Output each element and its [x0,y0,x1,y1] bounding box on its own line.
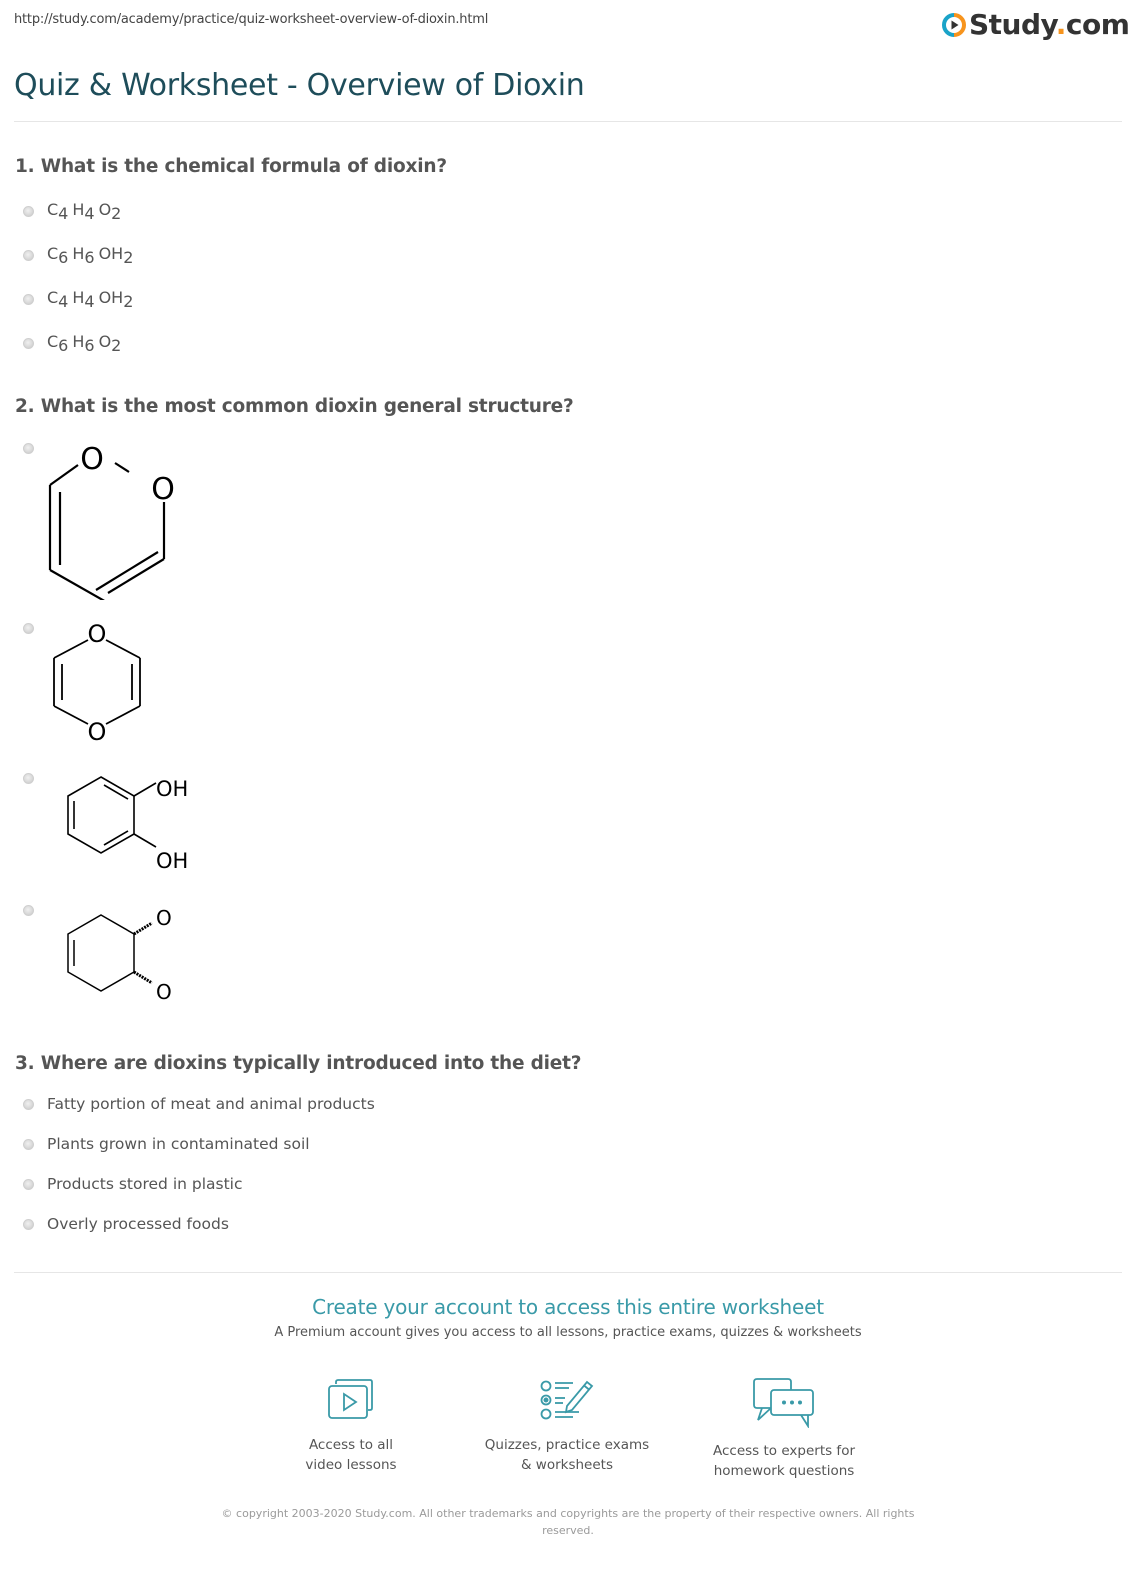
structure-cyclohexenedione [60,903,190,1008]
feature-label-line1: Quizzes, practice exams [484,1437,650,1453]
radio-button[interactable] [23,294,34,305]
q1-option-2[interactable] [23,244,137,267]
feature-label-line1: Access to experts for [712,1443,855,1459]
study-logo[interactable] [942,8,1129,42]
page-title: Quiz & Worksheet - Overview of Dioxin [14,68,585,103]
svg-text:O: O [80,442,104,477]
cta-divider [14,1272,1122,1273]
svg-text:O: O [87,620,107,648]
question-1-text: 1. What is the chemical formula of dioxin? [15,156,447,177]
q2-option-2[interactable] [23,623,34,634]
cta-title-link[interactable]: Create your account to access this entire worksheet [312,1295,824,1319]
q2-option-1[interactable] [23,443,34,454]
radio-button[interactable] [23,1179,34,1190]
radio-button[interactable] [23,443,34,454]
cta-subtitle: A Premium account gives you access to all lessons, practice exams, quizzes & worksheets [274,1325,862,1340]
video-lessons-icon [326,1378,376,1422]
q2-option-3[interactable] [23,773,34,784]
q3-option-3[interactable] [23,1175,243,1193]
q1-option-3[interactable] [23,288,137,311]
svg-text:O: O [151,472,175,507]
study-play-logo-icon [942,13,966,37]
radio-button[interactable] [23,1219,34,1230]
q2-option-4[interactable] [23,905,34,916]
q1-option-1[interactable] [23,200,125,223]
radio-button[interactable] [23,338,34,349]
option-label: $C_4$ $H_4$ $OH_2$ [47,288,134,311]
question-3-text: 3. Where are dioxins typically introduced into the diet? [15,1053,582,1074]
quiz-checklist-icon [539,1378,595,1422]
q3-option-4[interactable] [23,1215,229,1233]
svg-text:O: O [156,906,172,930]
radio-button[interactable] [23,623,34,634]
option-label: Products stored in plastic [47,1175,243,1193]
option-label: Plants grown in contaminated soil [47,1135,310,1153]
q3-option-1[interactable] [23,1095,375,1113]
radio-button[interactable] [23,206,34,217]
option-label: Fatty portion of meat and animal products [47,1095,375,1113]
q1-option-4[interactable] [23,332,125,355]
title-divider [14,121,1122,122]
svg-text:O: O [87,718,107,746]
page-url: http://study.com/academy/practice/quiz-worksheet-overview-of-dioxin.html [14,12,489,27]
radio-button[interactable] [23,1099,34,1110]
option-label: $C_4$ $H_4$ $O_2$ [47,200,122,223]
svg-text:O: O [156,980,172,1004]
copyright-notice: © copyright 2003-2020 Study.com. All other trademarks and copyrights are the property of their respective owners. All rights reserved. [221,1507,915,1537]
option-label: $C_6$ $H_6$ $O_2$ [47,332,122,355]
structure-catechol [60,770,210,875]
structure-1-2-dioxin [40,440,190,600]
radio-button[interactable] [23,905,34,916]
option-label: Overly processed foods [47,1215,229,1233]
feature-label-line1: Access to all [308,1437,394,1453]
question-2-text: 2. What is the most common dioxin general structure? [15,396,574,417]
structure-1-4-dioxin [45,618,155,748]
radio-button[interactable] [23,1139,34,1150]
feature-video-lessons [251,1378,451,1475]
feature-experts [684,1378,884,1481]
svg-text:OH: OH [156,777,189,801]
logo-text: Study.com [969,8,1130,41]
feature-label-line2: video lessons [305,1457,397,1473]
svg-text:OH: OH [156,849,189,873]
radio-button[interactable] [23,773,34,784]
feature-quizzes [467,1378,667,1475]
radio-button[interactable] [23,250,34,261]
q3-option-2[interactable] [23,1135,310,1153]
chat-experts-icon [752,1378,816,1428]
feature-label-line2: homework questions [713,1463,855,1479]
feature-label-line2: & worksheets [520,1457,613,1473]
option-label: $C_6$ $H_6$ $OH_2$ [47,244,134,267]
